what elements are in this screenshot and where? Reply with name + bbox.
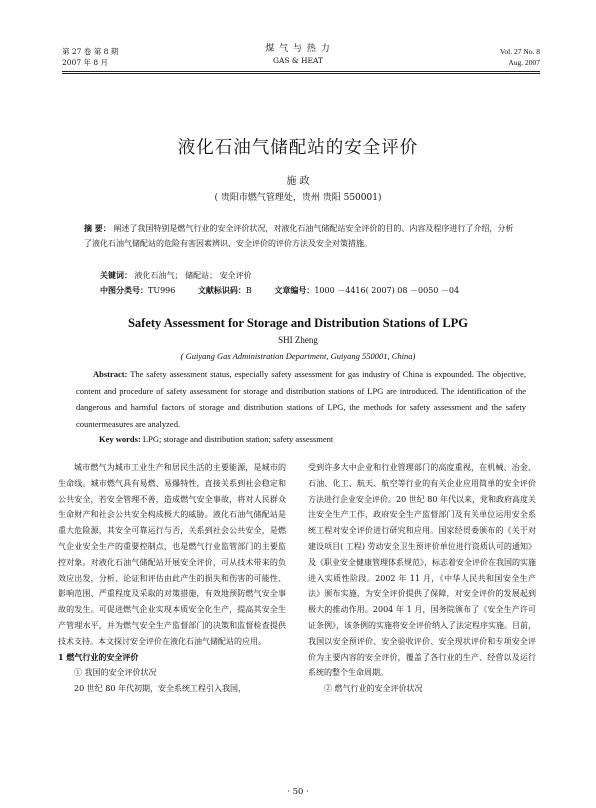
abstract-cn: [84, 221, 518, 251]
publication-date: 2007 年 8 月: [62, 58, 109, 67]
subsection-heading-2: ② 燃气行业的安全评价状况: [324, 684, 423, 694]
author-cn: 施 政: [286, 176, 310, 187]
affiliation-en: ( Guiyang Gas Administration Department, Guiyang 550001, China): [180, 351, 416, 361]
keywords-en-text: LPG; storage and distribution station; safety assessment: [142, 434, 334, 444]
body-paragraph-history: 20 世纪 80 年代初期，安全系统工程引入我国，: [74, 684, 246, 694]
subsection-heading-1: ① 我国的安全评价状况: [74, 668, 157, 678]
classification-line: [100, 283, 459, 298]
keywords-en: [99, 432, 333, 447]
journal-name-en: GAS & HEAT: [272, 56, 323, 65]
keywords-cn-label: 关键词：: [100, 270, 132, 280]
abstract-en: [76, 366, 526, 432]
clc-label: 中图分类号：: [100, 285, 148, 295]
keywords-cn-text: 液化石油气； 储配站； 安全评价: [134, 271, 252, 280]
volume-issue: 第 27 卷 第 8 期: [62, 47, 119, 56]
header-right: [500, 46, 540, 68]
doc-code-label: 文献标识码：: [197, 285, 246, 295]
article-number-label: 文章编号：: [274, 285, 315, 295]
doc-code-value: B: [245, 286, 252, 295]
paper-title-en: Safety Assessment for Storage and Distribution Stations of LPG: [127, 316, 469, 330]
paper-title-cn: 液化石油气储配站的安全评价: [177, 138, 419, 158]
clc-value: TU996: [148, 286, 176, 295]
body-right-column: [308, 460, 536, 697]
header-rule-top: [62, 71, 540, 72]
abstract-cn-text: 阐述了我国特别是燃气行业的安全评价状况，对液化石油气储配站安全评价的目的、内容及程序进行了介绍，分析了液化石油气储配站的危险有害因素辨识、安全评价的评价方法及安全对策措施。: [84, 224, 514, 248]
body-left-column: [58, 460, 286, 697]
abstract-en-text: The safety assessment status, especially safety assessment for gas industry of China is expounded. The objective, content and procedure of safety assessment for storage and distribution stations of LPG are introduced. The identification of the dangerous and harmful factors of storage and distribution stations of LPG, the methods for safety assessment and the safety countermeasures are analyzed.: [76, 369, 526, 429]
abstract-cn-label: 摘 要：: [84, 223, 111, 233]
journal-name-cn: 煤 气 与 热 力: [265, 44, 331, 54]
author-en: SHI Zheng: [278, 335, 318, 345]
keywords-cn: [100, 268, 252, 283]
date-en: Aug. 2007: [508, 58, 540, 67]
article-number-value: 1000 －4416( 2007) 08 －0050 －04: [314, 286, 460, 295]
keywords-en-label: Key words:: [99, 434, 141, 444]
page-number: · 50 ·: [287, 787, 309, 797]
volume-number-en: Vol. 27 No. 8: [499, 47, 540, 56]
affiliation-cn: ( 贵阳市燃气管理处，贵州 贵阳 550001): [214, 193, 382, 203]
body-paragraph-intro: 城市燃气为城市工业生产和居民生活的主要能源，是城市的生命线。城市燃气具有易燃、易爆特性，直接关系到社会稳定和公共安全，若安全管理不善，造成燃气安全事故，将对人民群众生命财产和社会公共安全构成极大的威胁。液化石油气储配站是重大危险源，其安全可靠运行与否，关系到社会公共安全，是燃气企业安全生产的重要控制点，也是燃气行业监管部门的主要监控对象。对液化石油气储配站开展安全评价，可从技术带来的负效应出发，分析、论证和评估由此产生的损失和伤害的可能性、影响范围、严重程度及采取的对策措施，有效地预防燃气安全事故的发生。可促进燃气企业实现本质安全化生产，提高其安全生产管理水平，并为燃气安全生产监督部门的决策和监督检查提供技术支持。本文探讨安全评价在液化石油气储配站的应用。: [58, 463, 286, 646]
abstract-en-label: Abstract:: [93, 369, 128, 379]
section-heading-1: 1 燃气行业的安全评价: [58, 651, 139, 662]
header-rule-bottom: [62, 73, 540, 74]
body-paragraph-continued: 受到许多大中企业和行业管理部门的高度重视，在机械、冶金、石油、化工、航天、航空等行业的有关企业应用简单的安全评价方法进行企业安全评价。20 世纪 80 年代以来，党和政府高度关注安全生产工作，政府安全生产监督部门及有关单位运用安全系统工程对安全评价进行研究和应用。国家经贸委颁布的《关于对建设项目( 工程) 劳动安全卫生预评价单位进行资质认可的通知》及《职业安全健康管理体系规范》，标志着安全评价在我国的实施进入实质性阶段。2002 年 11 月，《中华人民共和国安全生产法》颁布实施，为安全评价提供了保障，对安全评价的发展起到极大的推动作用。2004 年 1 月，国务院颁布了《安全生产许可证条例》，该条例的实施将安全评价纳入了法定程序实施。目前，我国以安全预评价、安全验收评价、安全现状评价和专项安全评价为主要内容的安全评价，覆盖了各行业的生产、经营以及运行系统的整个生命周期。: [308, 463, 536, 678]
